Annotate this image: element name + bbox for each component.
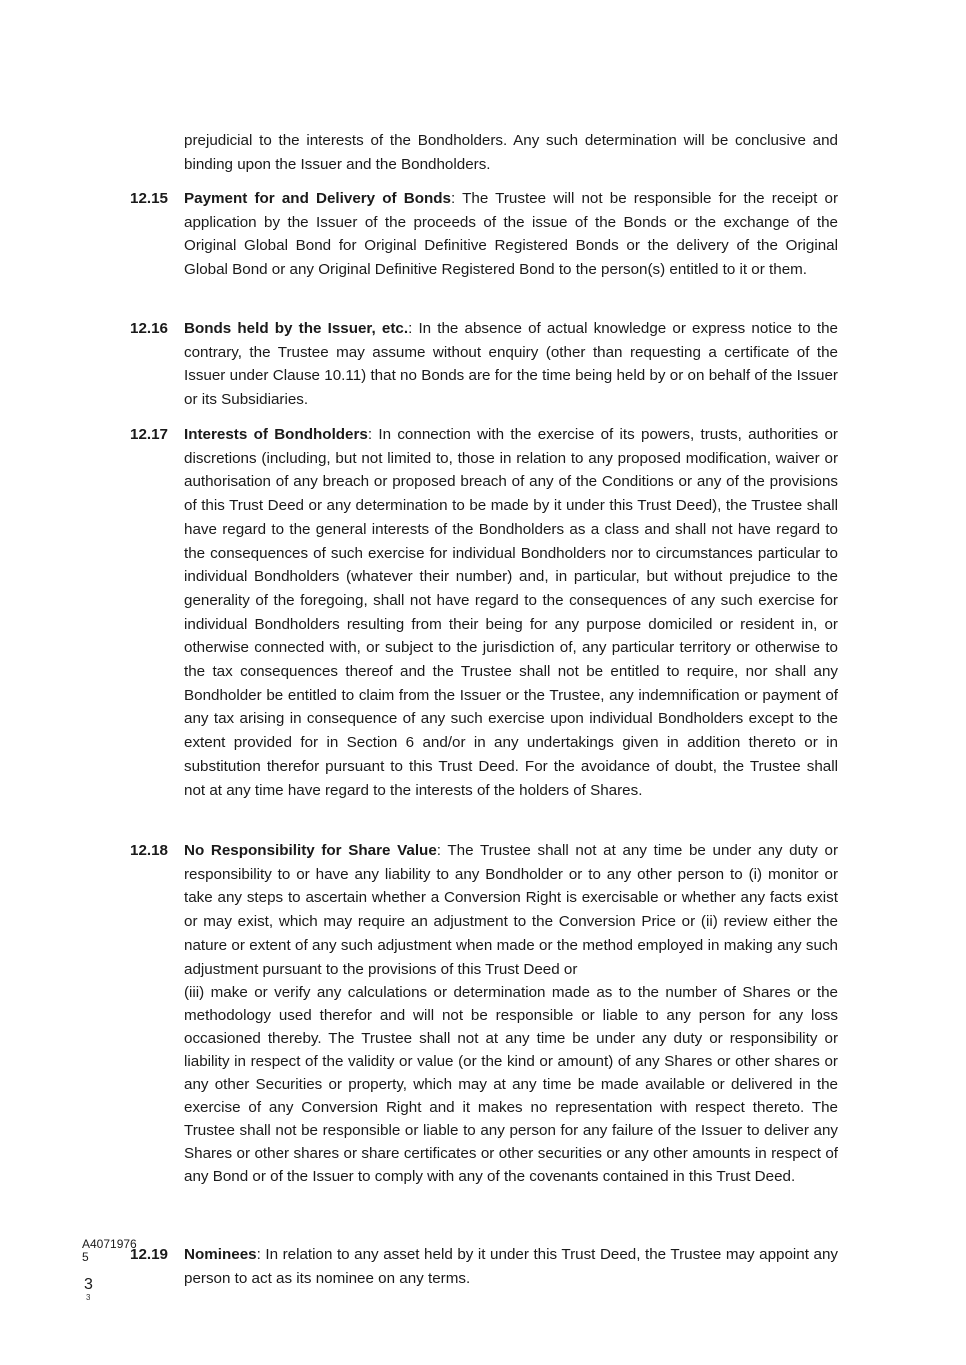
page-number: 3 [84,1276,93,1293]
document-reference: A40719765 [82,1237,137,1264]
clause-heading: No Responsibility for Share Value [184,842,437,859]
clause-body [184,1243,838,1290]
clause-text: : In the absence of actual knowledge or express notice to the contrary, the Trustee may assume without enquiry (other than requesting a certificate of the Issuer under Clause 10.11) that no Bonds are for the time being held by or on behalf of the Issuer or its Subsidiaries. [184,320,838,409]
clause-number: 12.15 [130,190,169,207]
clause-12-19 [130,1243,838,1290]
clause-text: : In connection with the exercise of its powers, trusts, authorities or discretions (including, but not limited to, those in relation to any proposed modification, waiver or authorisation of any breach or proposed breach of any of the Conditions or any of the provisions of this Trust Deed or any determination to be made by it under this Trust Deed), the Trustee shall have regard to the general interests of the Bondholders as a class and shall not have regard to the consequences of such exercise for individual Bondholders nor to circumstances particular to individual Bondholders (whatever their number) and, in particular, but without prejudice to the generality of the foregoing, shall not have regard to the consequences of any such exercise for individual Bondholders resulting from their being for any purpose domiciled or resident in, or otherwise connected with, or subject to the jurisdiction of, any particular territory or otherwise to the tax consequences thereof and the Trustee shall not be entitled to require, nor shall any Bondholder be entitled to claim from the Issuer or the Trustee, any indemnification or payment of any tax arising in consequence of any such exercise upon individual Bondholders except to the extent provided for in Section 6 and/or in any undertakings given in addition thereto or in substitution therefor pursuant to this Trust Deed. For the avoidance of doubt, the Trustee shall not at any time have regard to the interests of the holders of Shares. [184,426,838,799]
clause-text: : In relation to any asset held by it under this Trust Deed, the Trustee may appoint any person to act as its nominee on any terms. [184,1246,838,1287]
page-number-tail: 3 [86,1294,91,1300]
clause-heading: Bonds held by the Issuer, etc. [184,320,409,337]
clause-text: : The Trustee shall not at any time be under any duty or responsibility to or have any liability to any Bondholder or to any other person to (i) monitor or take any steps to ascertain whether a Conversion Right is exercisable or whether any facts exist or may exist, which may require an adjustment to the Conversion Price or (ii) review either the nature or extent of any such adjustment when made or the method employed in making any such adjustment pursuant to the provisions of this Trust Deed or [184,842,839,978]
clause-12-16 [130,317,838,412]
clause-heading: Interests of Bondholders [184,426,368,443]
clause-body [184,187,838,282]
clause-number: 12.18 [130,842,169,859]
clause-number: 12.17 [130,426,169,443]
intro-paragraph: prejudicial to the interests of the Bondholders. Any such determination will be conclusive and binding upon the Issuer and the Bondholders. [184,132,838,173]
clause-text: : The Trustee will not be responsible for the receipt or application by the Issuer of the proceeds of the issue of the Bonds or the exchange of the Original Global Bond for Original Definitive Registered Bonds or the delivery of the Original Global Bond or any Original Definitive Registered Bond to the person(s) entitled to it or them. [184,190,839,279]
clause-12-17 [130,423,838,802]
clause-body [184,423,838,802]
clause-body [184,317,838,412]
clause-heading: Nominees [184,1246,257,1263]
clause-text-continued: (iii) make or verify any calculations or determination made as to the number of Shares or the methodology used therefor and will not be responsible or liable to any person for any loss occasioned thereby. The Trustee shall not at any time be under any duty or responsibility or liability in respect of the validity or value (or the kind or amount) of any Shares or other shares or any other Securities or property, which may at any time be made available or delivered in the exercise of any Conversion Right and it makes no representation with respect thereto. The Trustee shall not be responsible or liable to any person for any failure of the Issuer to deliver any Shares or other shares or share certificates or other securities or any other amounts in respect of any Bond or of the Issuer to comply with any of the covenants contained in this Trust Deed. [184,984,838,1186]
clause-12-15 [130,187,839,282]
clause-12-18 [130,839,839,1188]
clause-number: 12.19 [130,1246,169,1263]
clause-number: 12.16 [130,320,169,337]
clause-heading: Payment for and Delivery of Bonds [184,190,452,207]
clause-body [184,839,838,981]
